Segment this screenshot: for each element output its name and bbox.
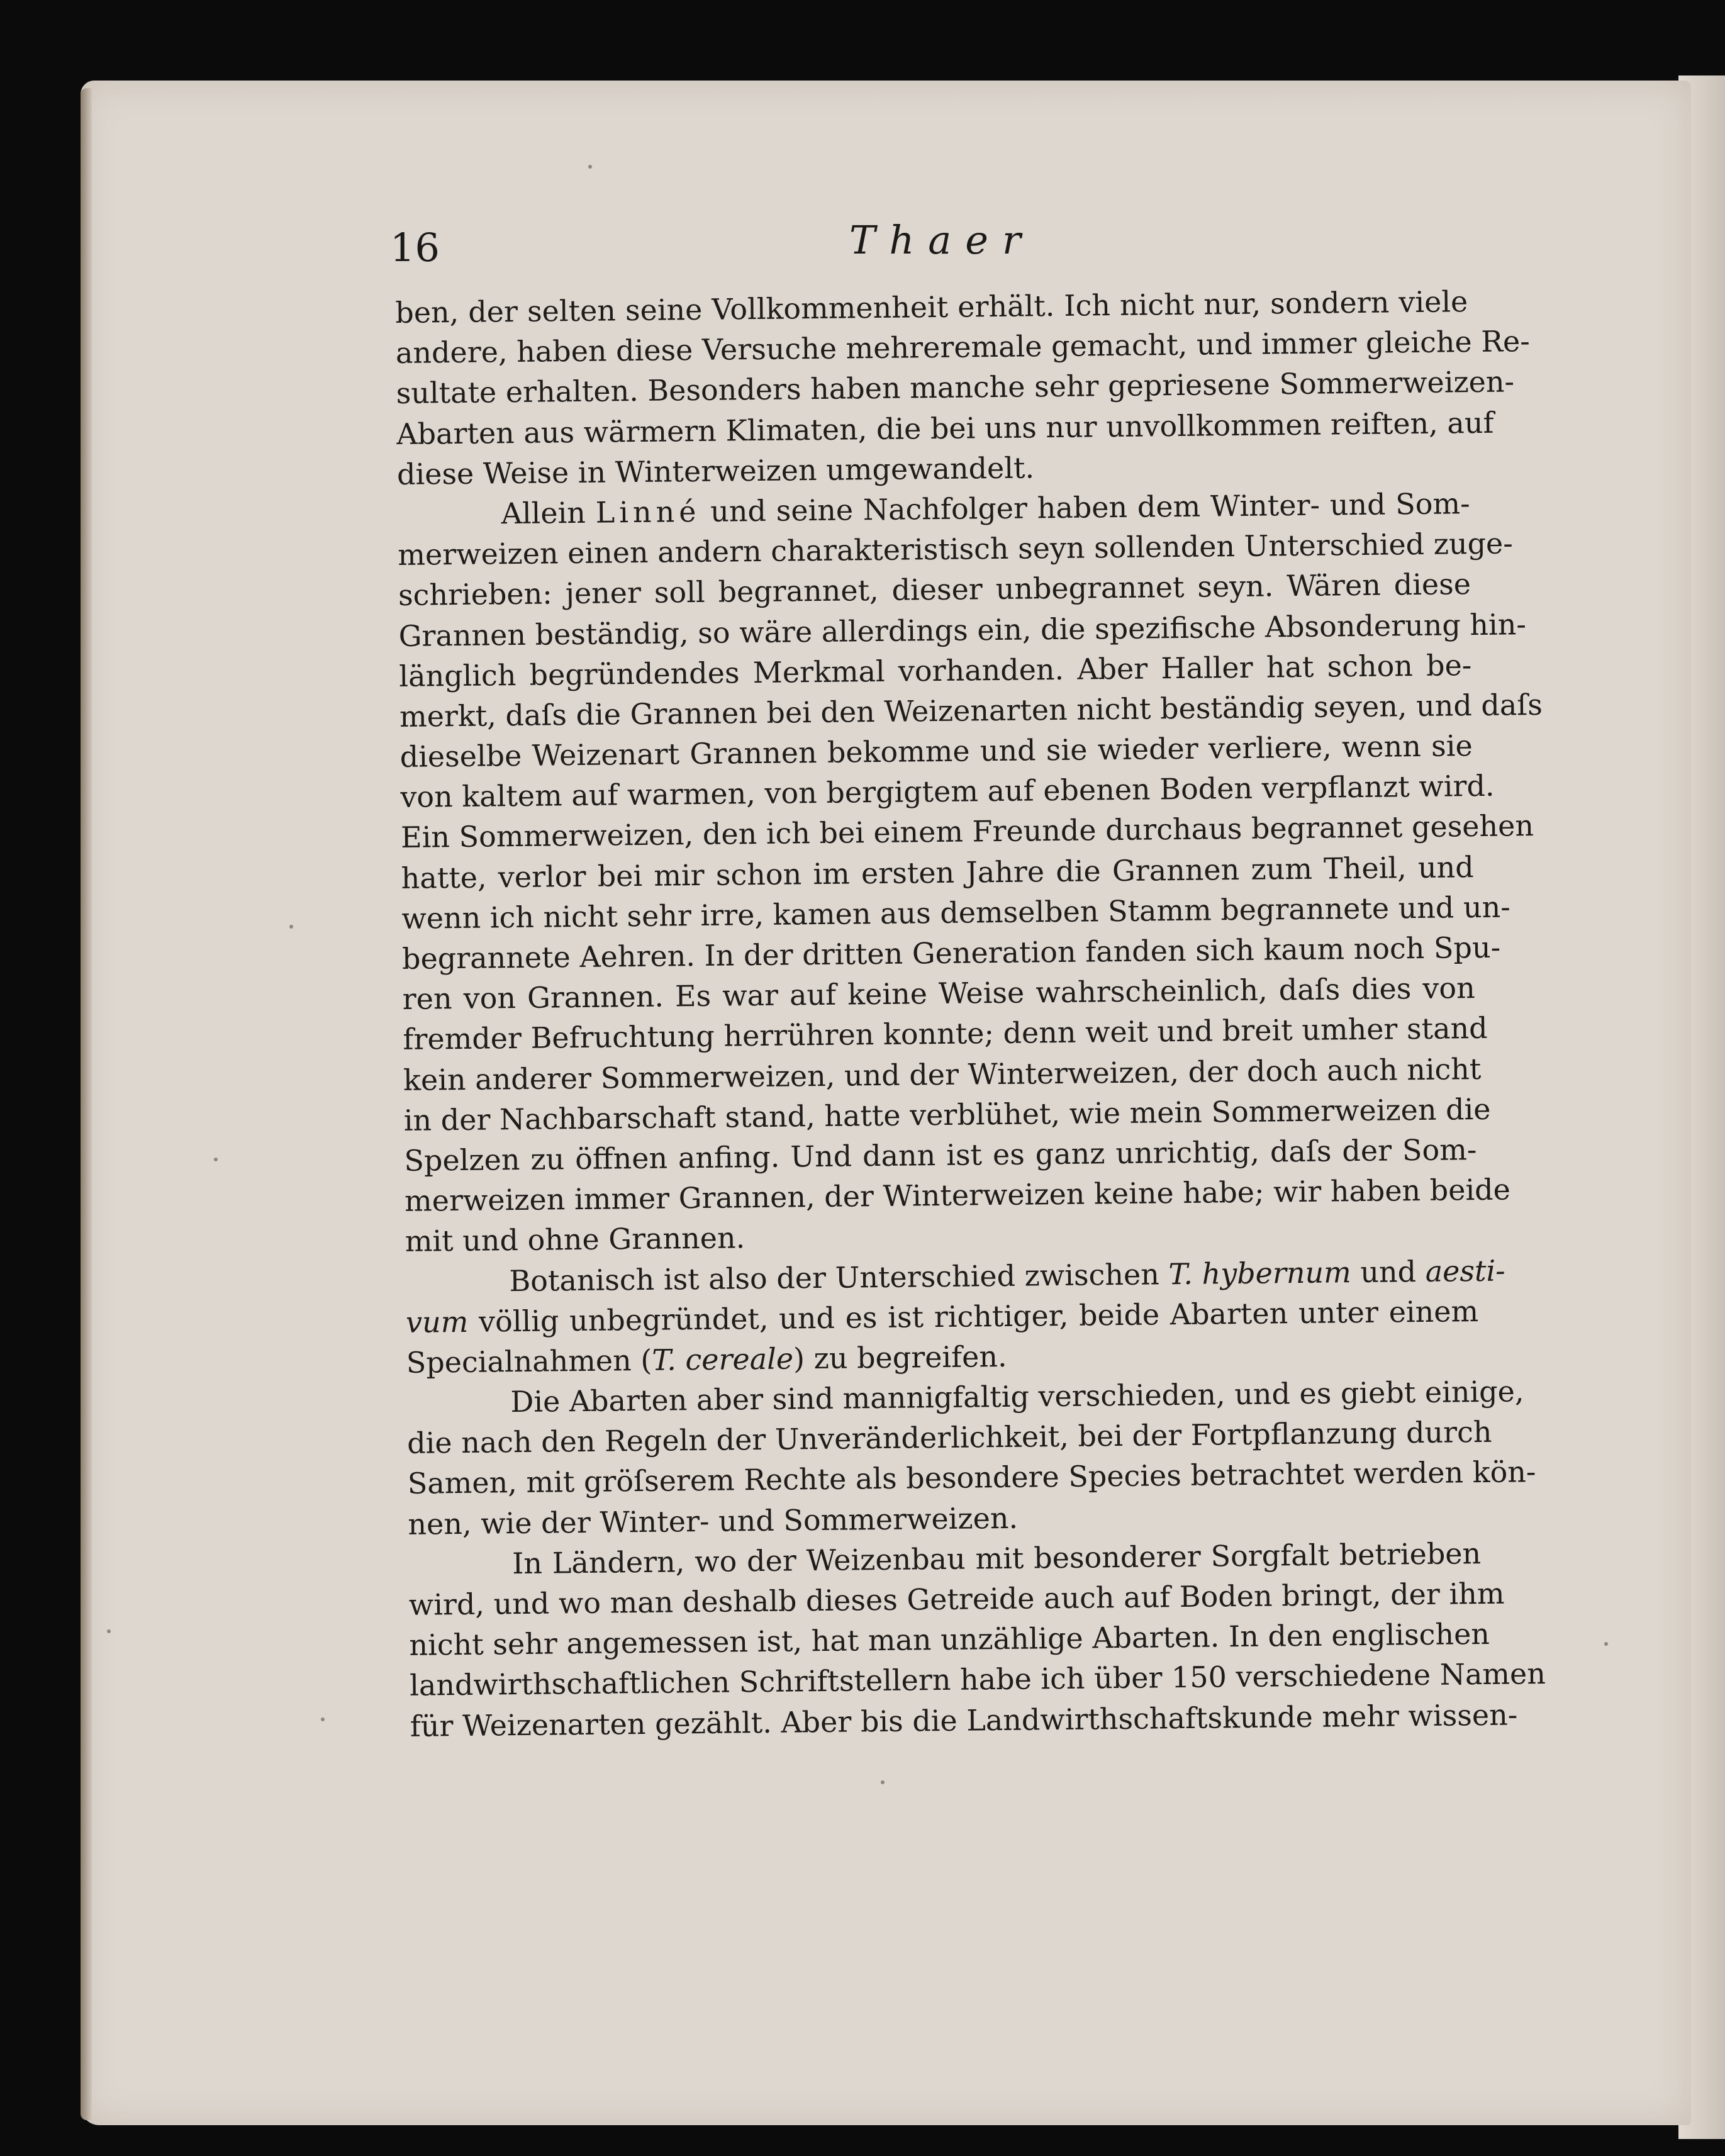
species-name: aesti-: [1425, 1253, 1505, 1288]
text-line: in der Nachbarschaft stand, hatte verblühet, wie mein Sommerweizen die: [403, 1092, 1491, 1137]
text-line: andere, haben diese Versuche mehreremale gemacht, und immer gleiche Re-: [395, 324, 1531, 371]
text-line: merkt, daſs die Grannen bei den Weizenarten nicht beständig seyen, und daſs: [399, 687, 1543, 734]
text-line: von kaltem auf warmen, von bergigtem auf ebenen Boden verpflanzt wird.: [400, 768, 1495, 815]
text-line: ben, der selten seine Vollkommenheit erhält. Ich nicht nur, sondern viele: [395, 284, 1468, 330]
person-name: Linné: [595, 494, 701, 530]
text-line: Die Abarten aber sind mannigfaltig verschieden, und es giebt einige,: [510, 1374, 1524, 1419]
text-line: schrieben: jener soll begrannet, dieser unbegrannet seyn. Wären diese: [398, 567, 1471, 613]
text-line: ren von Grannen. Es war auf keine Weise wahrscheinlich, daſs dies von: [402, 971, 1475, 1017]
text-line: fremder Befruchtung herrühren konnte; denn weit und breit umher stand: [403, 1011, 1488, 1057]
text-line: nen, wie der Winter- und Sommerweizen.: [408, 1500, 1019, 1541]
text-line: landwirthschaftlichen Schriftstellern habe ich über 150 verschiedene Namen: [409, 1656, 1546, 1703]
text-line: sultate erhalten. Besonders haben manche sehr gepriesene Sommerweizen-: [396, 364, 1515, 411]
species-name: T. hybernum: [1168, 1254, 1351, 1291]
text-line: diese Weise in Winterweizen umgewandelt.: [396, 450, 1035, 491]
text-line: nicht sehr angemessen ist, hat man unzählige Abarten. In den englischen: [409, 1617, 1490, 1663]
species-name: vum: [405, 1304, 469, 1339]
text-line: dieselbe Weizenart Grannen bekomme und sie wieder verliere, wenn sie: [399, 729, 1473, 774]
text-line: Abarten aus wärmern Klimaten, die bei uns nur unvollkommen reiften, auf: [396, 405, 1494, 451]
text-line: für Weizenarten gezählt. Aber bis die Landwirthschaftskunde mehr wissen-: [410, 1697, 1518, 1743]
text-fragment: Allein: [501, 495, 596, 531]
text-fragment: und seine Nachfolger haben dem Winter- und Som-: [700, 486, 1470, 528]
text-line: länglich begründendes Merkmal vorhanden. Aber Haller hat schon be-: [399, 647, 1472, 693]
text-line: In Ländern, wo der Weizenbau mit besonderer Sorgfalt betrieben: [511, 1536, 1482, 1580]
text-line: Spelzen zu öffnen anfing. Und dann ist es ganz unrichtig, daſs der Som-: [404, 1132, 1477, 1178]
text-line: merweizen immer Grannen, der Winterweizen keine habe; wir haben beide: [404, 1172, 1511, 1219]
text-line: die nach den Regeln der Unveränderlichkeit, bei der Fortpflanzung durch: [406, 1415, 1492, 1461]
page-header: [390, 217, 1485, 274]
text-fragment: und: [1351, 1254, 1426, 1289]
text-fragment: Specialnahmen (: [406, 1343, 652, 1380]
text-line: Ein Sommerweizen, den ich bei einem Freunde durchaus begrannet gesehen: [400, 808, 1534, 855]
species-name: T. cereale: [652, 1341, 794, 1377]
text-line: Grannen beständig, so wäre allerdings ein, die spezifische Absonderung hin-: [398, 606, 1527, 653]
text-line: kein anderer Sommerweizen, und der Winterweizen, der doch auch nicht: [403, 1051, 1482, 1097]
text-line: wenn ich nicht sehr irre, kamen aus demselben Stamm begrannete und un-: [401, 890, 1511, 936]
running-head: Thaer: [849, 217, 1035, 263]
text-fragment: Botanisch ist also der Unterschied zwischen: [509, 1256, 1169, 1298]
text-line: hatte, verlor bei mir schon im ersten Jahre die Grannen zum Theil, und: [401, 849, 1474, 895]
body-text: [395, 281, 1546, 1746]
text-fragment: ) zu begreifen.: [793, 1339, 1007, 1376]
text-line: begrannete Aehren. In der dritten Generation fanden sich kaum noch Spu-: [401, 930, 1501, 976]
page-number: 16: [390, 225, 440, 271]
text-line: wird, und wo man deshalb dieses Getreide auch auf Boden bringt, der ihm: [408, 1576, 1505, 1622]
text-fragment: völlig unbegründet, und es ist richtiger, beide Abarten unter einem: [468, 1293, 1479, 1339]
page-edge: [81, 88, 92, 2120]
text-line: merweizen einen andern charakteristisch seyn sollenden Unterschied zuge-: [398, 526, 1514, 573]
text-line: Samen, mit gröſserem Rechte als besondere Species betrachtet werden kön-: [407, 1455, 1536, 1501]
text-line: mit und ohne Grannen.: [405, 1220, 745, 1259]
